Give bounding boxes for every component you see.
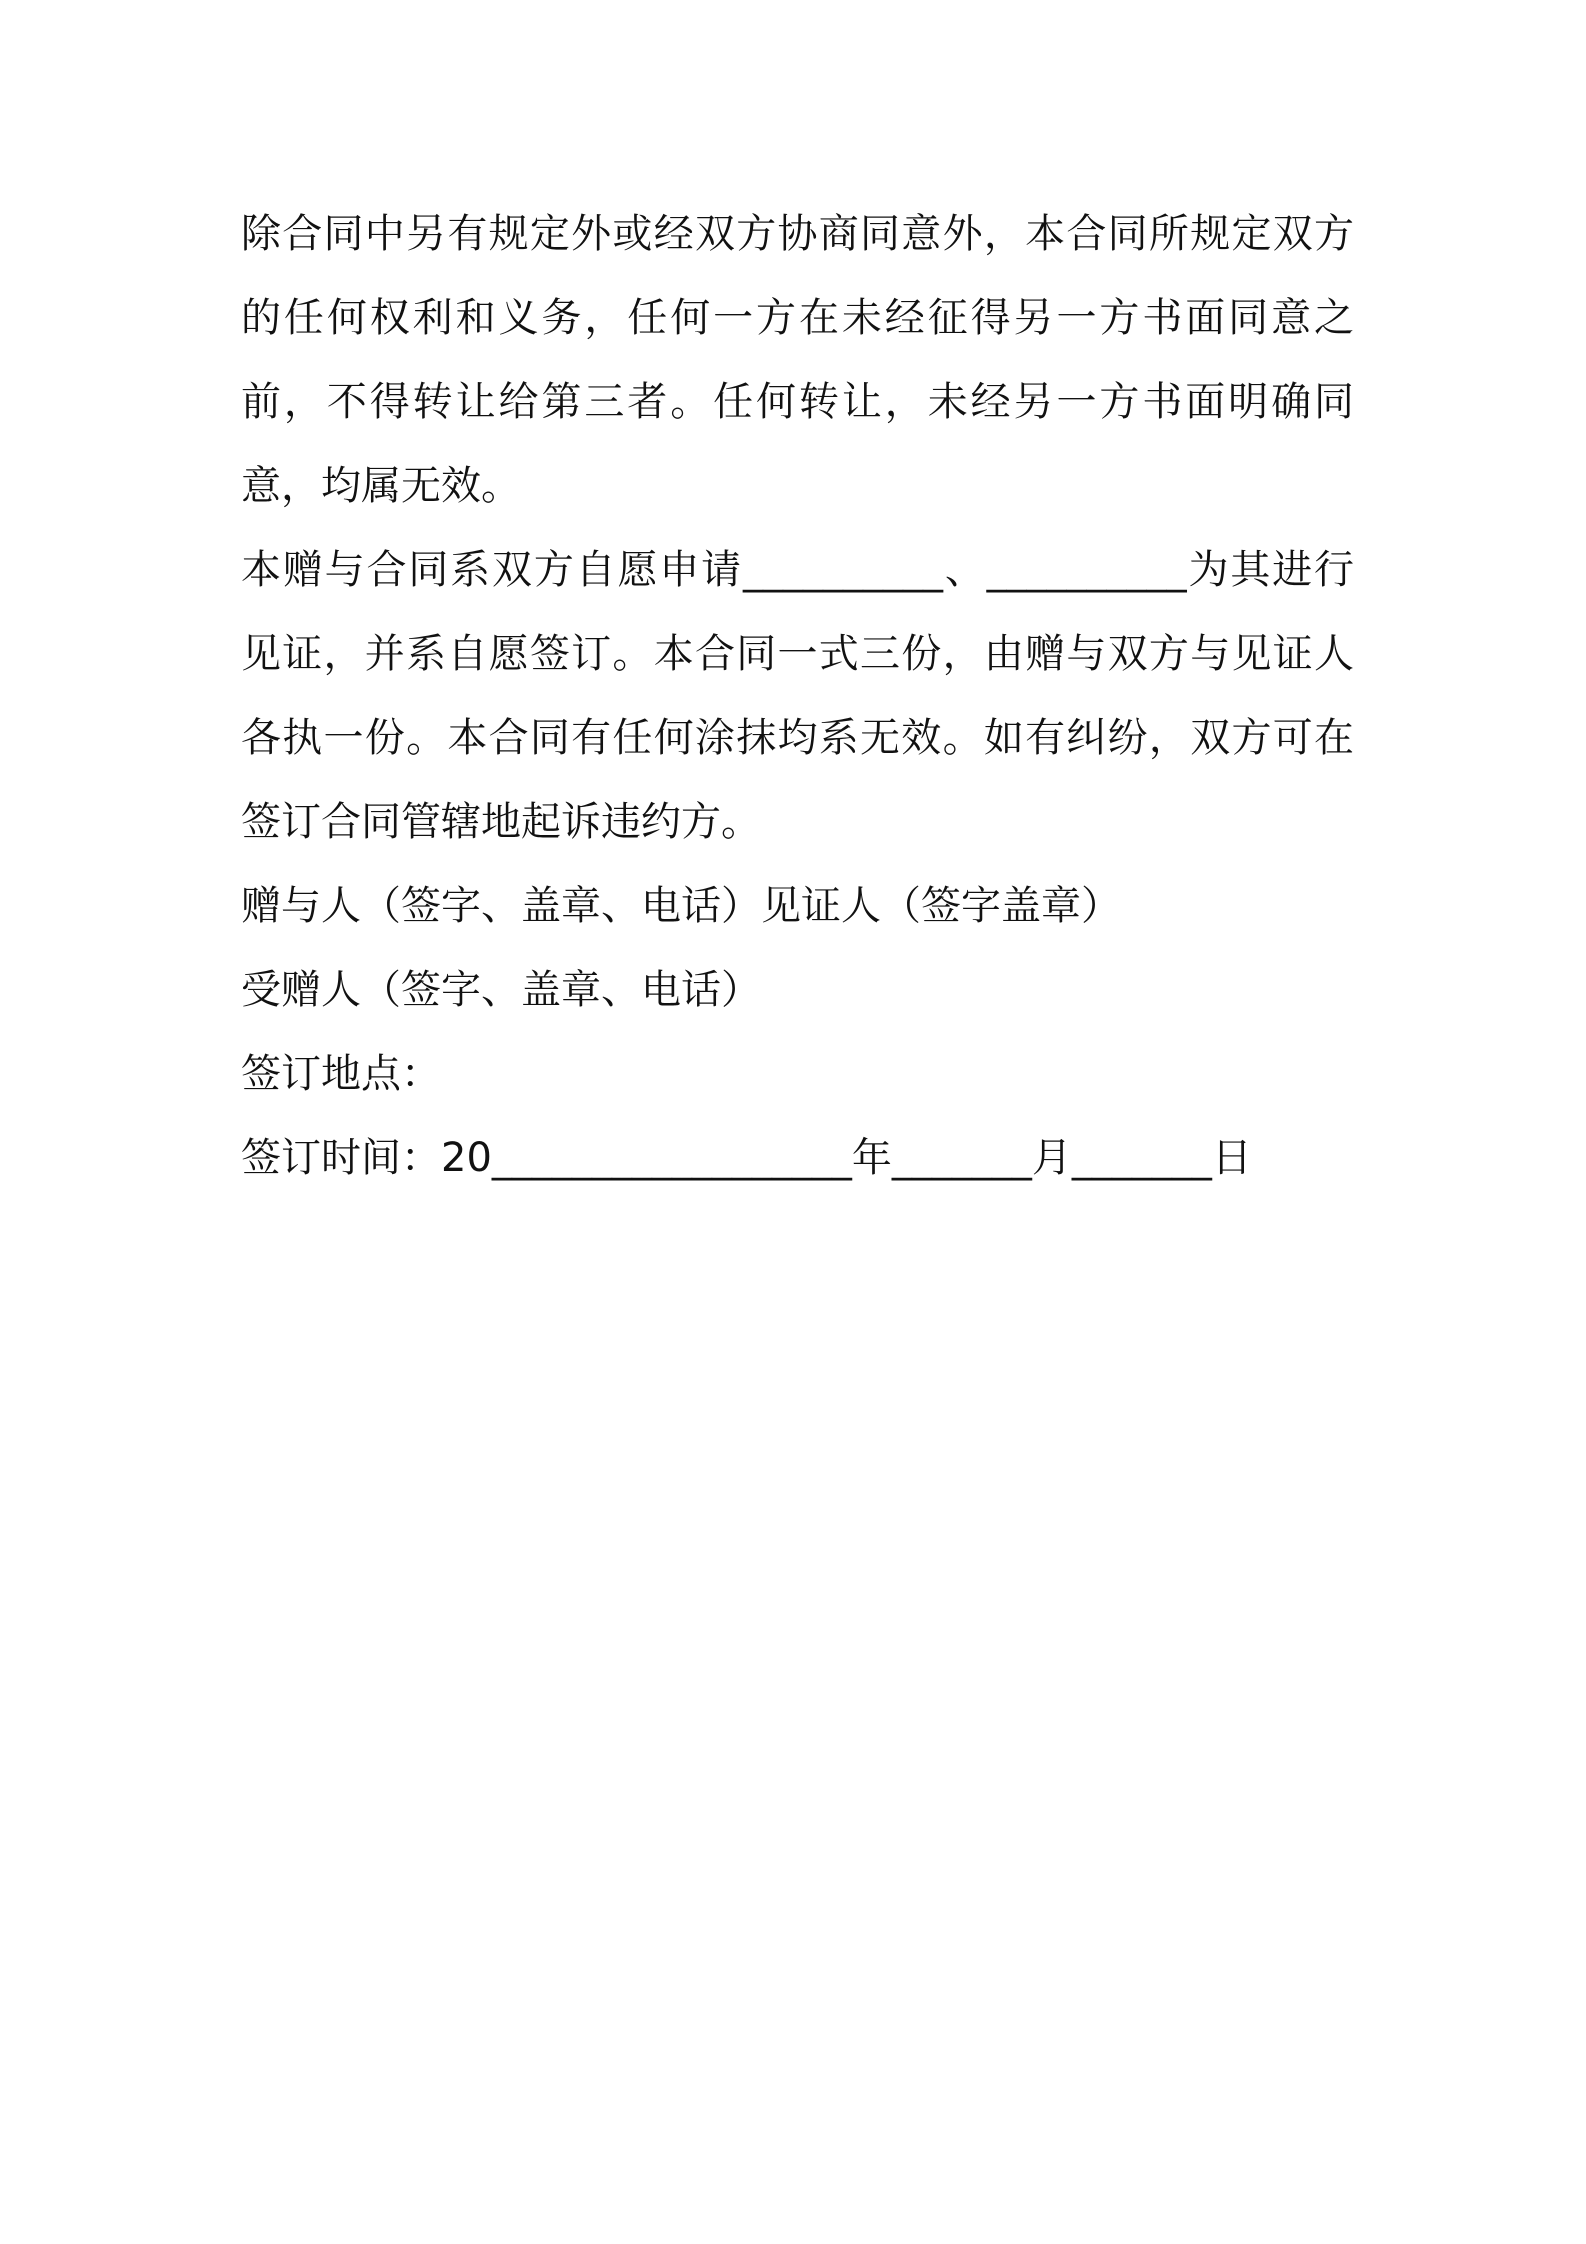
signing-date-line: 签订时间：20__________________年_______月_______日 [241,1135,1252,1181]
contract-body [241,192,1354,1200]
witness-clause-paragraph: 本赠与合同系双方自愿申请__________、__________为其进行见证，并系自愿签订。本合同一式三份，由赠与双方与见证人各执一份。本合同有任何涂抹均系无效。如有纠纷，双方可在签订合同管辖地起诉违约方。 [241,547,1354,845]
signing-place-line: 签订地点： [241,1051,441,1097]
recipient-signature-line: 受赠人（签字、盖章、电话） [241,967,761,1013]
donor-witness-signature-line: 赠与人（签字、盖章、电话）见证人（签字盖章） [241,883,1121,929]
transfer-clause-paragraph: 除合同中另有规定外或经双方协商同意外，本合同所规定双方的任何权利和义务，任何一方在未经征得另一方书面同意之前，不得转让给第三者。任何转让，未经另一方书面明确同意，均属无效。 [241,211,1354,509]
